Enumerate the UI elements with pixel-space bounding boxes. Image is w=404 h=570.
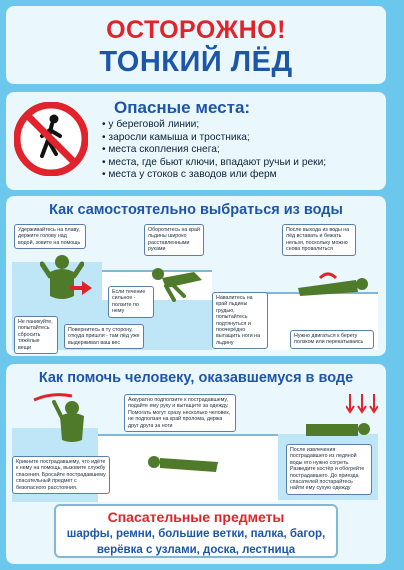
list-item: • места, где бьют ключи, впадают ручьи и реки; — [102, 157, 326, 170]
tip-note: Повернитесь в ту сторону, откуда пришли - там лёд уже выдерживал ваш вес — [64, 324, 144, 349]
header-banner — [6, 6, 386, 84]
tip-note: Крикните пострадавшему, что идёте к нему на помощь, вызовите службу спасения. Бросайте пострадавшему спасательный предмет с безопасного расстояния. — [12, 456, 110, 494]
crawling-person-icon — [292, 272, 372, 298]
tip-note: После выхода из воды на лёд вставать и бежать нельзя, поскольку можно снова провалиться — [282, 224, 356, 256]
lying-person-icon — [302, 418, 372, 440]
rescuers-crawling-icon — [146, 450, 226, 476]
help-others-section — [6, 364, 386, 564]
rescue-items-line: шарфы, ремни, большие ветки, палка, багор, — [66, 528, 326, 540]
danger-zones-title: Опасные места: — [114, 98, 251, 117]
list-item: • места у стоков с заводов или ферм — [102, 169, 326, 182]
warning-title: ОСТОРОЖНО! — [106, 16, 286, 44]
rescue-items-line: верёвка с узлами, доска, лестница — [96, 544, 296, 556]
tip-note: Аккуратно подползите к пострадавшему, подайте ему руку и вытащите за одежду. Помогать могут сразу несколько человек, не подползая на край пролома, держа друг друга за ноги — [124, 394, 236, 432]
tip-note: Не паникуйте, попытайтесь сбросить тяжёлые вещи — [14, 316, 58, 354]
list-item: • заросли камыша и тростника; — [102, 132, 326, 145]
tip-note: После извлечения пострадавшего из ледяной воды его нужно согреть. Разведите костёр и обогрейте пострадавшего. До приезда спасателей постарайтесь найти ему сухую одежду — [286, 444, 372, 495]
tip-note: Удерживайтесь на плаву, держите голову над водой, зовите на помощь — [14, 224, 86, 249]
tip-note: Навалитесь на край льдины грудью, попытайтесь подтянуться и поочерёдно вытащить ноги на льдину — [212, 292, 268, 349]
list-item: • места скопления снега; — [102, 144, 326, 157]
tip-note: Если течение сильное - ползите по нему — [108, 286, 154, 318]
warming-arrows-icon — [346, 394, 378, 420]
rescue-items-box — [54, 504, 338, 558]
rescue-items-title: Спасательные предметы — [107, 509, 285, 525]
tip-note: Оборотитесь на край льдины широко расставленными руками — [144, 224, 204, 256]
thin-ice-title: ТОНКИЙ ЛЁД — [99, 46, 293, 78]
no-walking-sign-icon — [14, 102, 88, 176]
help-others-title: Как помочь человеку, оказавшемуся в воде — [38, 370, 354, 386]
danger-zones-list — [102, 119, 326, 182]
self-rescue-title: Как самостоятельно выбраться из воды — [49, 202, 343, 218]
tip-note: Нужно двигаться к берегу ползком или перекатываясь — [290, 330, 374, 349]
person-in-water-icon — [32, 390, 92, 446]
danger-zones-section — [6, 92, 386, 190]
list-item: • у береговой линии; — [102, 119, 326, 132]
arrow-icon — [70, 280, 92, 296]
self-rescue-section — [6, 196, 386, 356]
